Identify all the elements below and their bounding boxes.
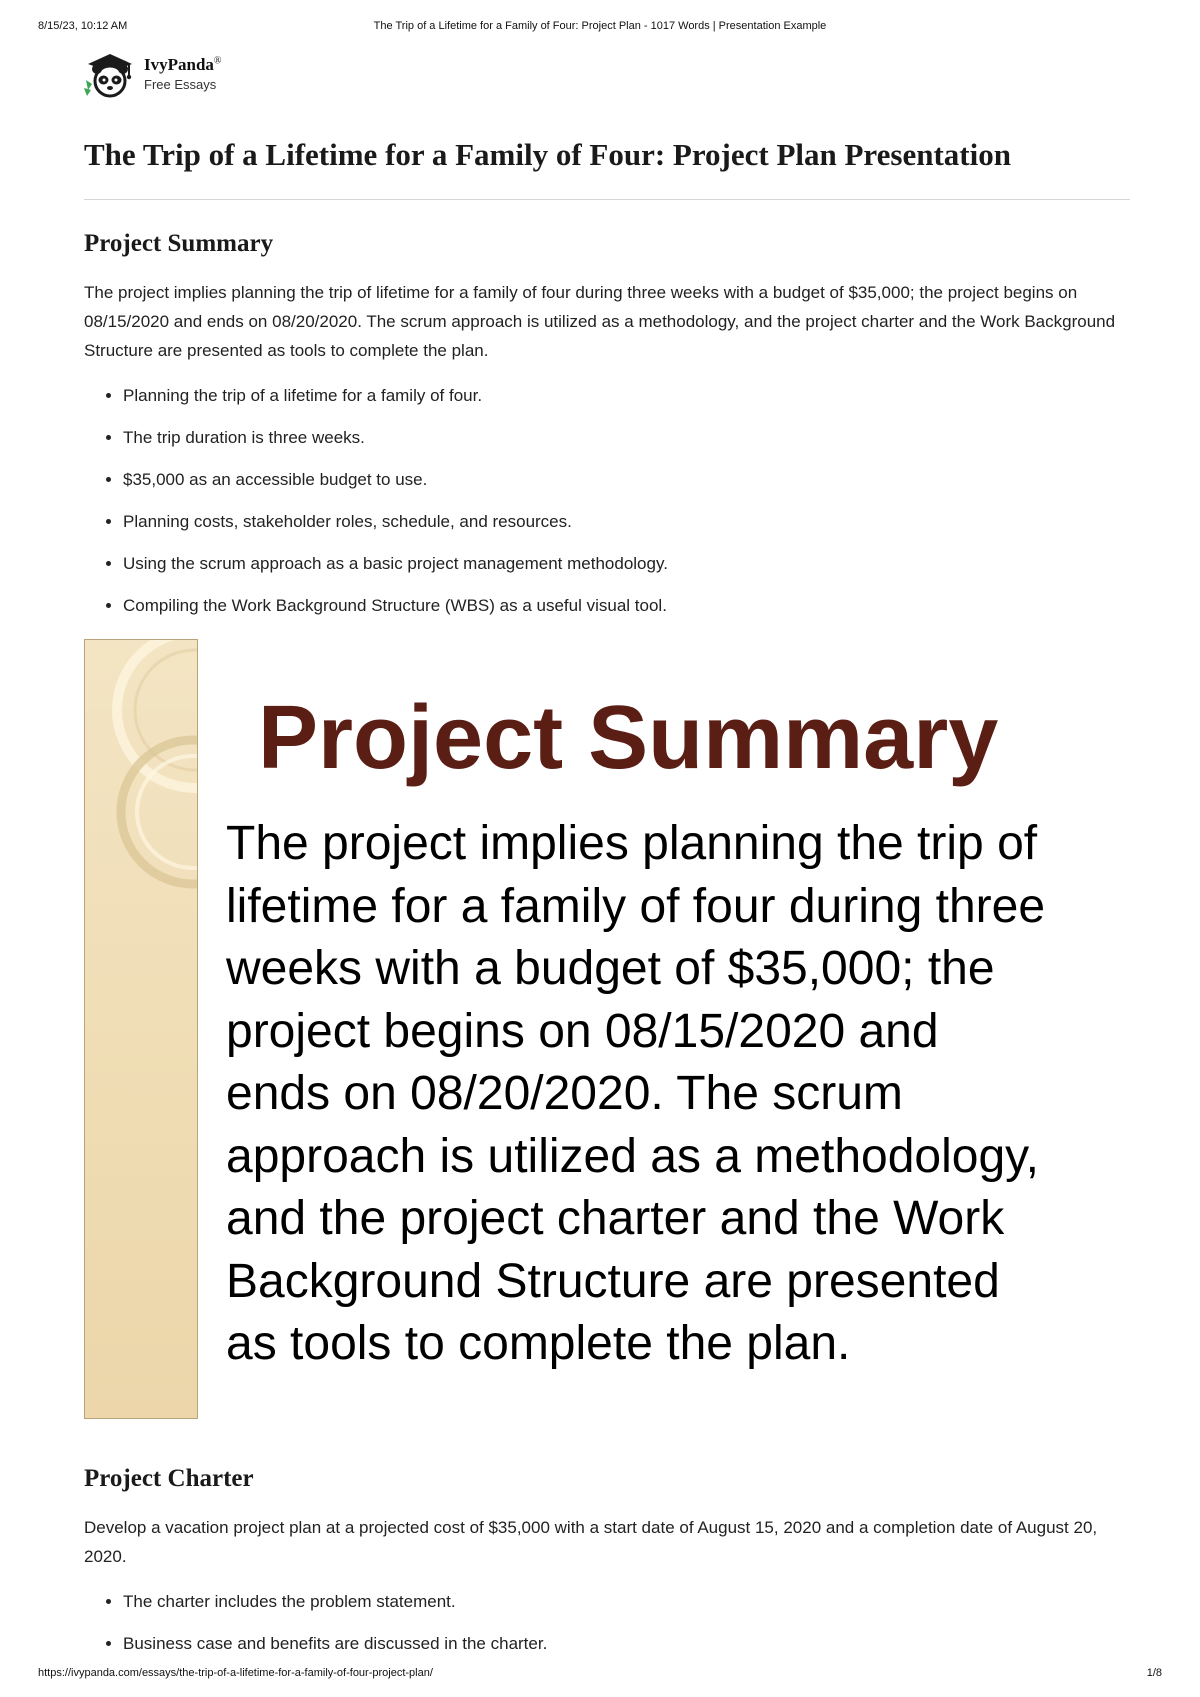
slide-line: ends on 08/20/2020. The scrum bbox=[226, 1067, 903, 1121]
slide-body bbox=[226, 813, 1106, 1376]
summary-bullet-list bbox=[84, 385, 1130, 617]
print-page-title: The Trip of a Lifetime for a Family of Four: Project Plan - 1017 Words | Presentation Example bbox=[373, 20, 827, 32]
panda-graduate-logo-icon bbox=[82, 50, 138, 98]
slide-line: approach is utilized as a methodology, bbox=[226, 1129, 1039, 1183]
article bbox=[84, 136, 1130, 1675]
list-item: • $35,000 as an accessible budget to use. bbox=[123, 469, 1130, 491]
decorative-circles-icon bbox=[85, 640, 198, 1419]
print-url[interactable]: https://ivypanda.com/essays/the-trip-of-a-lifetime-for-a-family-of-four-project-plan/ bbox=[38, 1667, 433, 1679]
slide-line: lifetime for a family of four during three bbox=[226, 879, 1046, 933]
print-date: 8/15/23, 10:12 AM bbox=[38, 20, 128, 32]
page-number: 1/8 bbox=[1146, 1667, 1162, 1679]
registered-mark: ® bbox=[213, 55, 222, 67]
charter-paragraph: Develop a vacation project plan at a projected cost of $35,000 with a start date of August 15, 2020 and a completion date of August 20, 2020. bbox=[84, 1518, 1098, 1567]
slide-line: Background Structure are presented bbox=[226, 1254, 1000, 1308]
list-item: • Planning the trip of a lifetime for a family of four. bbox=[123, 385, 1130, 407]
logo-brand bbox=[144, 55, 222, 75]
logo-brand-text: IvyPanda bbox=[144, 55, 214, 74]
summary-heading: Project Summary bbox=[84, 230, 274, 258]
summary-slide-image bbox=[84, 639, 1119, 1419]
print-footer bbox=[38, 1667, 1162, 1683]
charter-heading: Project Charter bbox=[84, 1465, 254, 1493]
slide-line: The project implies planning the trip of bbox=[226, 817, 1038, 871]
print-header bbox=[38, 20, 1162, 36]
list-item: • Using the scrum approach as a basic project management methodology. bbox=[123, 553, 1130, 575]
list-item: • The charter includes the problem statement. bbox=[123, 1591, 1130, 1613]
logo-tagline: Free Essays bbox=[144, 77, 217, 92]
slide-line: project begins on 08/15/2020 and bbox=[226, 1004, 939, 1058]
slide-title: Project Summary bbox=[258, 688, 999, 789]
summary-paragraph: The project implies planning the trip of lifetime for a family of four during three weeks with a budget of $35,000; the project begins on 08/15/2020 and ends on 08/20/2020. The scrum approach is utilized as a methodology, and the project charter and the Work Background Structure are presented as tools to complete the plan. bbox=[84, 283, 1116, 361]
list-item: • The trip duration is three weeks. bbox=[123, 427, 1130, 449]
slide-decorative-sidebar bbox=[84, 639, 198, 1419]
list-item: • Compiling the Work Background Structure (WBS) as a useful visual tool. bbox=[123, 595, 1130, 617]
article-title: The Trip of a Lifetime for a Family of Four: Project Plan Presentation bbox=[84, 137, 1011, 172]
slide-line: and the project charter and the Work bbox=[226, 1192, 1005, 1246]
slide-line: as tools to complete the plan. bbox=[226, 1317, 851, 1371]
slide-line: weeks with a budget of $35,000; the bbox=[226, 942, 995, 996]
charter-bullet-list bbox=[84, 1591, 1130, 1655]
list-item: • Planning costs, stakeholder roles, schedule, and resources. bbox=[123, 511, 1130, 533]
title-divider bbox=[84, 199, 1130, 200]
list-item: • Business case and benefits are discussed in the charter. bbox=[123, 1633, 1130, 1655]
ivypanda-logo[interactable] bbox=[82, 50, 282, 98]
